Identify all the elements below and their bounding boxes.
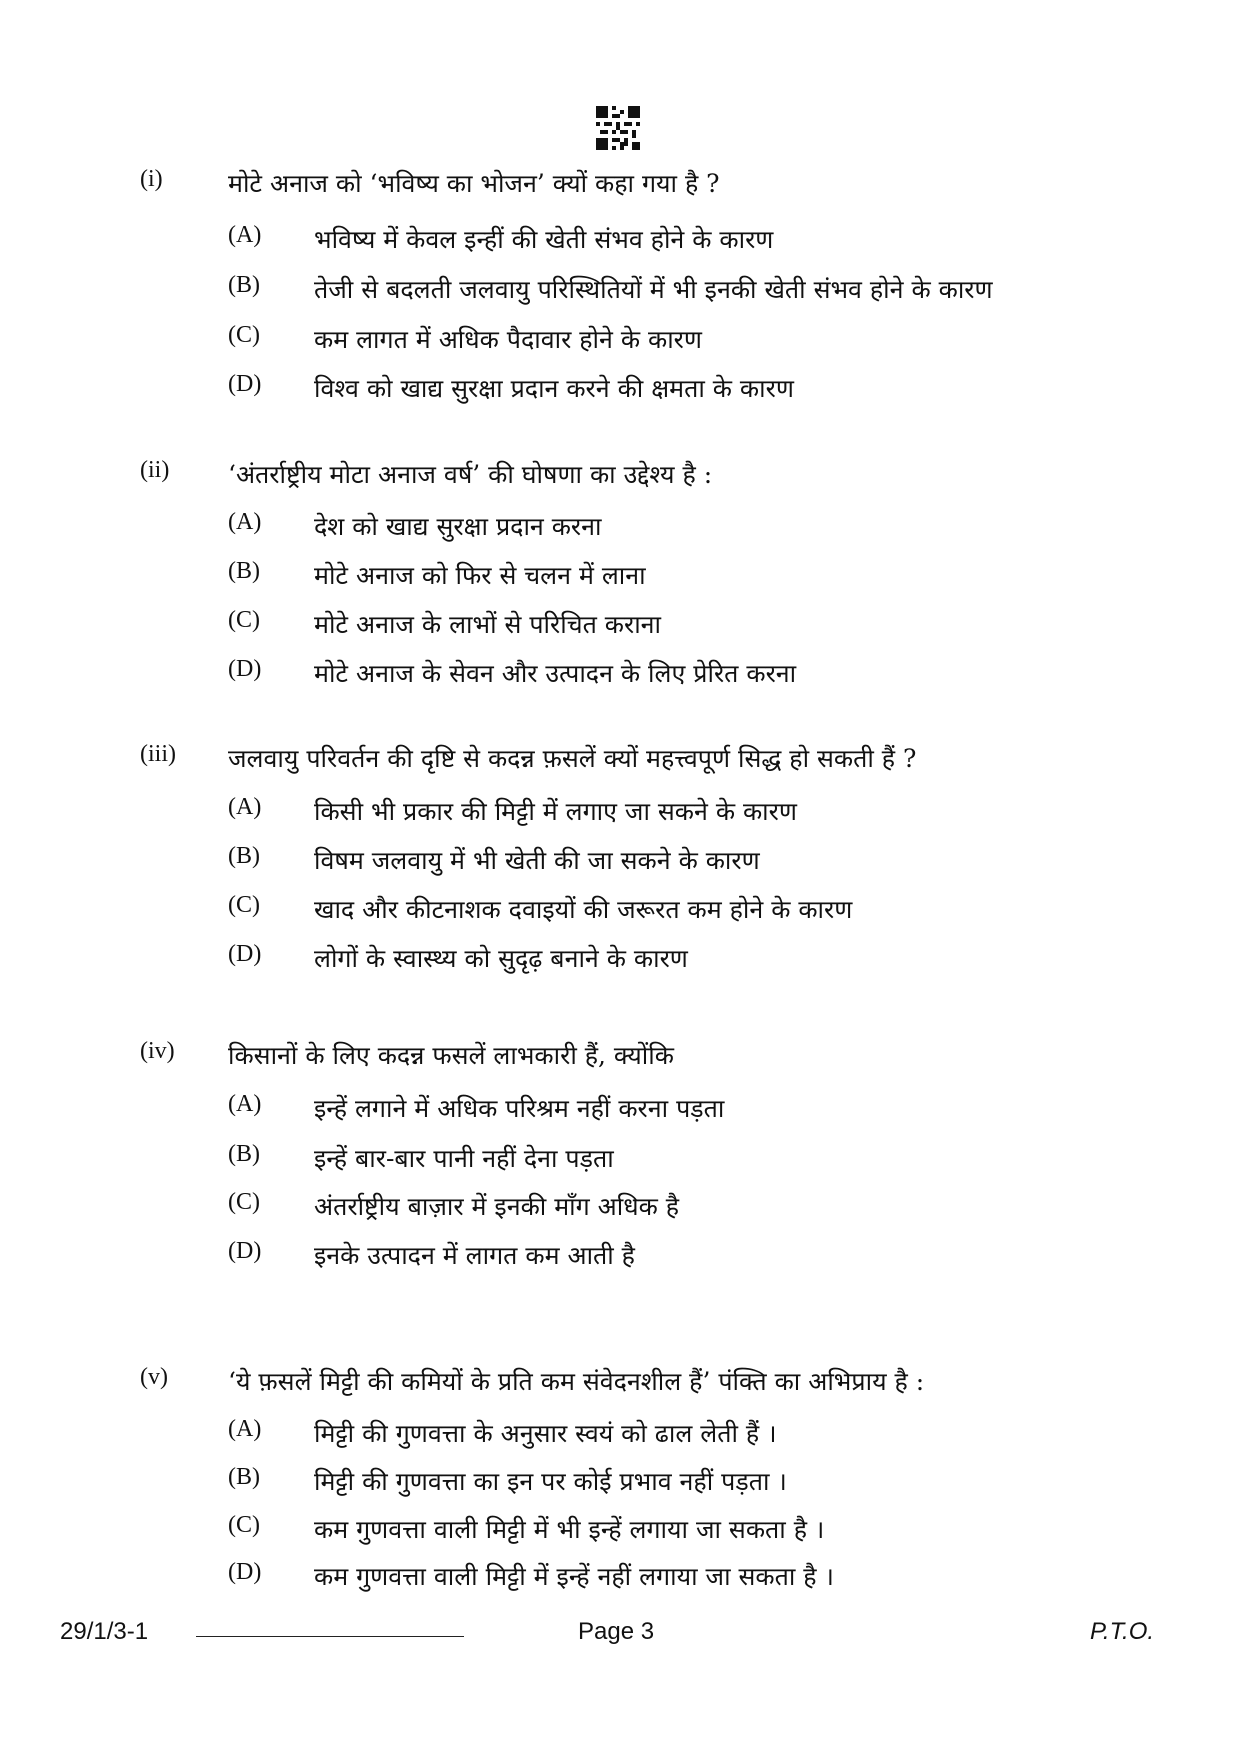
option-label: (D): [228, 656, 262, 682]
paper-code: 29/1/3-1: [60, 1618, 149, 1645]
option-label: (A): [228, 509, 262, 535]
option-text: तेजी से बदलती जलवायु परिस्थितियों में भी इनकी खेती संभव होने के कारण: [314, 275, 993, 304]
option-label: (C): [228, 1189, 260, 1215]
option-label: (C): [228, 1512, 260, 1538]
option-label: (B): [228, 558, 260, 584]
option-text: विश्व को खाद्य सुरक्षा प्रदान करने की क्षमता के कारण: [314, 374, 794, 403]
option-text: भविष्य में केवल इन्हीं की खेती संभव होने के कारण: [314, 225, 774, 254]
question-text: ‘ये फ़सलें मिट्टी की कमियों के प्रति कम संवेदनशील हैं’ पंक्ति का अभिप्राय है :: [228, 1367, 925, 1396]
option-text: कम लागत में अधिक पैदावार होने के कारण: [314, 325, 702, 354]
option-text: मोटे अनाज को फिर से चलन में लाना: [314, 561, 646, 590]
question-number: (v): [140, 1364, 168, 1390]
question-number: (iii): [140, 741, 176, 767]
option-text: मोटे अनाज के सेवन और उत्पादन के लिए प्रेरित करना: [314, 659, 797, 688]
pto-label: P.T.O.: [1090, 1618, 1155, 1645]
page-footer: [0, 1618, 1241, 1658]
option-text: मिट्टी की गुणवत्ता के अनुसार स्वयं को ढाल लेती हैं ।: [314, 1419, 777, 1448]
option-label: (D): [228, 941, 262, 967]
option-text: अंतर्राष्ट्रीय बाज़ार में इनकी माँग अधिक है: [314, 1192, 680, 1221]
option-text: इन्हें बार-बार पानी नहीं देना पड़ता: [314, 1144, 614, 1173]
question-number: (iv): [140, 1038, 175, 1064]
option-label: (C): [228, 892, 260, 918]
option-text: किसी भी प्रकार की मिट्टी में लगाए जा सकने के कारण: [314, 797, 797, 826]
option-label: (B): [228, 1141, 260, 1167]
option-text: कम गुणवत्ता वाली मिट्टी में इन्हें नहीं लगाया जा सकता है ।: [314, 1562, 834, 1591]
option-label: (A): [228, 1091, 262, 1117]
option-text: मोटे अनाज के लाभों से परिचित कराना: [314, 610, 662, 639]
option-text: लोगों के स्वास्थ्य को सुदृढ़ बनाने के कारण: [314, 944, 688, 973]
question-number: (i): [140, 166, 163, 192]
question-text: किसानों के लिए कदन्न फसलें लाभकारी हैं, क्योंकि: [228, 1041, 674, 1070]
question-text: मोटे अनाज को ‘भविष्य का भोजन’ क्यों कहा गया है ?: [228, 169, 720, 198]
option-label: (D): [228, 1238, 262, 1264]
option-text: खाद और कीटनाशक दवाइयों की जरूरत कम होने के कारण: [314, 895, 853, 924]
option-label: (B): [228, 272, 260, 298]
question-text: ‘अंतर्राष्ट्रीय मोटा अनाज वर्ष’ की घोषणा का उद्देश्य है :: [228, 460, 713, 489]
page-number: Page 3: [578, 1618, 655, 1645]
option-label: (C): [228, 322, 260, 348]
option-label: (A): [228, 794, 262, 820]
footer-rule: [196, 1636, 464, 1637]
option-text: विषम जलवायु में भी खेती की जा सकने के कारण: [314, 846, 760, 875]
option-label: (D): [228, 371, 262, 397]
option-text: कम गुणवत्ता वाली मिट्टी में भी इन्हें लगाया जा सकता है ।: [314, 1515, 825, 1544]
option-label: (A): [228, 222, 262, 248]
option-text: इन्हें लगाने में अधिक परिश्रम नहीं करना पड़ता: [314, 1094, 725, 1123]
option-text: मिट्टी की गुणवत्ता का इन पर कोई प्रभाव नहीं पड़ता ।: [314, 1467, 787, 1496]
question-number: (ii): [140, 457, 170, 483]
option-label: (B): [228, 843, 260, 869]
question-text: जलवायु परिवर्तन की दृष्टि से कदन्न फ़सलें क्यों महत्त्वपूर्ण सिद्ध हो सकती हैं ?: [228, 744, 917, 773]
qr-code: [596, 106, 640, 150]
option-label: (A): [228, 1416, 262, 1442]
option-text: इनके उत्पादन में लागत कम आती है: [314, 1241, 635, 1270]
option-text: देश को खाद्य सुरक्षा प्रदान करना: [314, 512, 602, 541]
option-label: (C): [228, 607, 260, 633]
option-label: (D): [228, 1559, 262, 1585]
option-label: (B): [228, 1464, 260, 1490]
